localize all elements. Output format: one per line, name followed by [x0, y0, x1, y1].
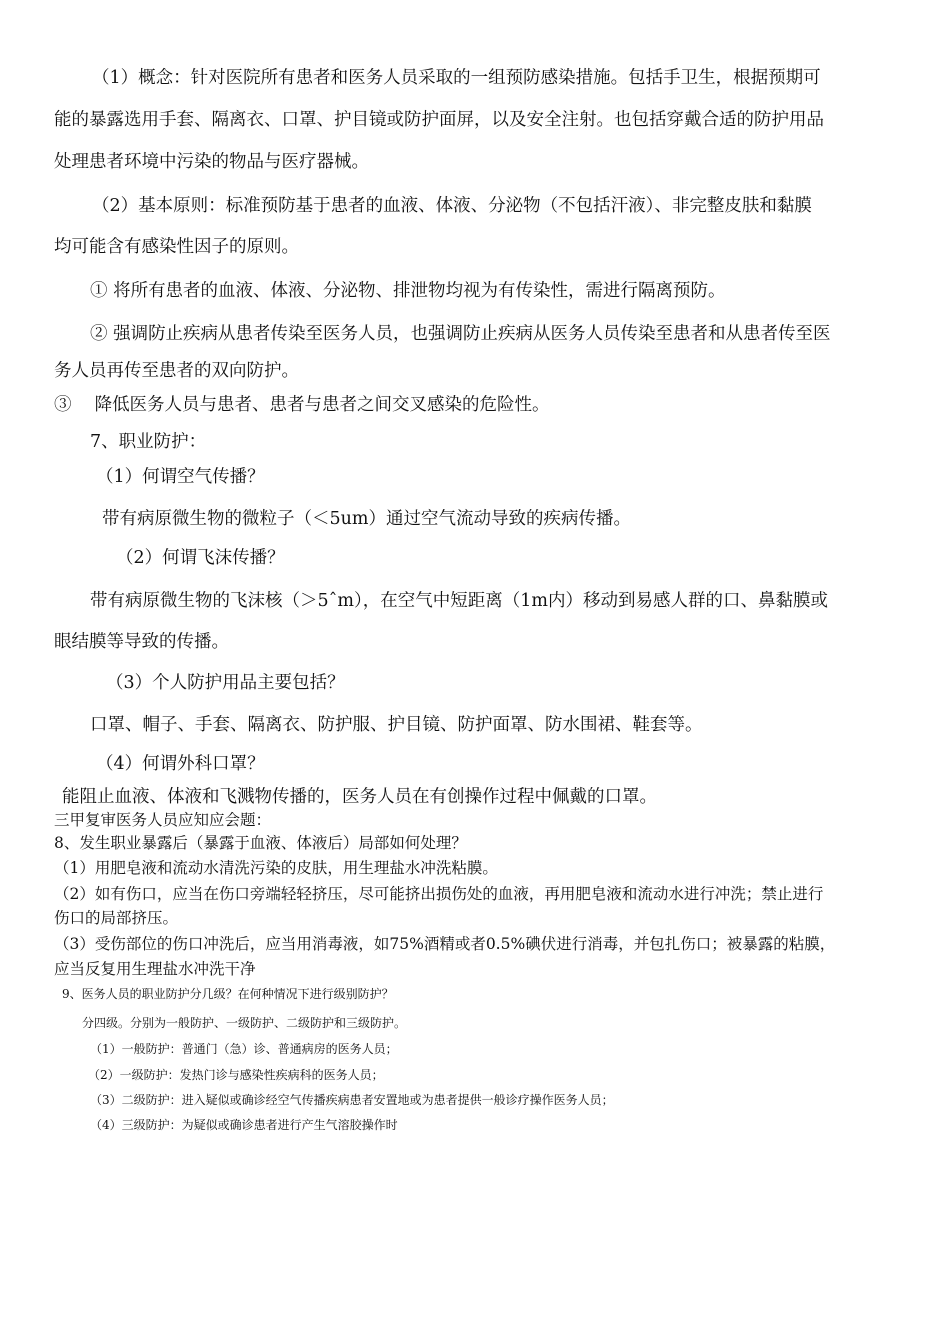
principle-item-2: ② 强调防止疾病从患者传染至医务人员，也强调防止疾病从医务人员传染至患者和从患者传至医: [90, 324, 831, 344]
a4-surgical-mask: 能阻止血液、体液和飞溅物传播的，医务人员在有创操作过程中佩戴的口罩。: [62, 787, 657, 807]
concept-line-2: 能的暴露选用手套、隔离衣、口罩、护目镜或防护面屏，以及安全注射。也包括穿戴合适的防护用品: [54, 110, 824, 130]
exposure-step-3: （3）受伤部位的伤口冲洗后，应当用消毒液，如75%酒精或者0.5%碘伏进行消毒，并包扎伤口；被暴露的粘膜，: [54, 935, 836, 953]
principle-item-3: ③ 降低医务人员与患者、患者与患者之间交叉感染的危险性。: [54, 395, 550, 415]
exposure-step-2: （2）如有伤口，应当在伤口旁端轻轻挤压，尽可能挤出损伤处的血液，再用肥皂液和流动水进行冲洗；禁止进行: [54, 885, 824, 903]
exposure-step-2-cont: 伤口的局部挤压。: [54, 909, 179, 927]
a3-ppe: 口罩、帽子、手套、隔离衣、防护服、护目镜、防护面罩、防水围裙、鞋套等。: [90, 715, 703, 735]
concept-line-1: （1）概念：针对医院所有患者和医务人员采取的一组预防感染措施。包括手卫生，根据预期可: [92, 68, 821, 88]
principle-item-1: ① 将所有患者的血液、体液、分泌物、排泄物均视为有传染性，需进行隔离预防。: [90, 281, 726, 301]
principle-line-2: 均可能含有感染性因子的原则。: [54, 237, 299, 257]
levels-summary: 分四级。分别为一般防护、一级防护、二级防护和三级防护。: [82, 1016, 407, 1030]
section-8-heading: 8、发生职业暴露后（暴露于血液、体液后）局部如何处理？: [54, 834, 467, 852]
level-2: （3）二级防护：进入疑似或确诊经空气传播疾病患者安置地或为患者提供一般诊疗操作医务人员；: [90, 1093, 614, 1107]
level-3: （4）三级防护：为疑似或确诊患者进行产生气溶胶操作时: [90, 1118, 398, 1132]
principle-line-1: （2）基本原则：标准预防基于患者的血液、体液、分泌物（不包括汗液）、非完整皮肤和黏膜: [92, 196, 812, 216]
review-heading: 三甲复审医务人员应知应会题：: [54, 811, 272, 829]
principle-item-2-cont: 务人员再传至患者的双向防护。: [54, 361, 299, 381]
q4-surgical-mask: （4）何谓外科口罩？: [96, 754, 265, 774]
level-1: （2）一级防护：发热门诊与感染性疾病科的医务人员；: [88, 1068, 384, 1082]
q2-droplet: （2）何谓飞沫传播？: [116, 548, 285, 568]
a2-droplet-line-2: 眼结膜等导致的传播。: [54, 632, 229, 652]
concept-line-3: 处理患者环境中污染的物品与医疗器械。: [54, 152, 369, 172]
section-9-heading: 9、医务人员的职业防护分几级？在何种情况下进行级别防护？: [62, 987, 394, 1001]
q1-airborne: （1）何谓空气传播？: [96, 467, 265, 487]
a1-airborne: 带有病原微生物的微粒子（＜5um）通过空气流动导致的疾病传播。: [102, 509, 631, 529]
exposure-step-3-cont: 应当反复用生理盐水冲洗干净: [54, 960, 256, 978]
section-7-heading: 7、职业防护：: [90, 432, 207, 452]
q3-ppe: （3）个人防护用品主要包括？: [106, 673, 345, 693]
level-general: （1）一般防护：普通门（急）诊、普通病房的医务人员；: [90, 1042, 398, 1056]
exposure-step-1: （1）用肥皂液和流动水清洗污染的皮肤，用生理盐水冲洗粘膜。: [54, 859, 498, 877]
a2-droplet-line-1: 带有病原微生物的飞沫核（＞5ˆm），在空气中短距离（1m内）移动到易感人群的口、鼻黏膜或: [90, 591, 828, 611]
